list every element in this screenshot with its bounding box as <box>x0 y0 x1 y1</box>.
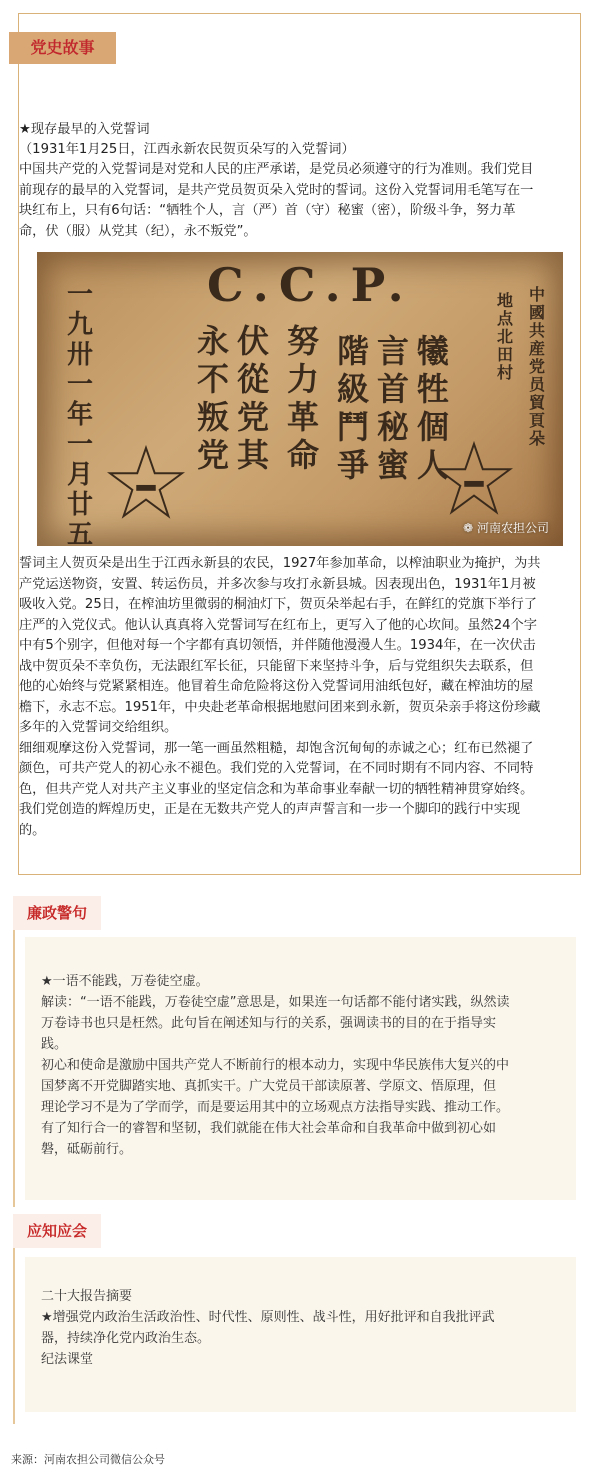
text-line: 磐，砥砺前行。 <box>41 1142 133 1157</box>
star-emblem-left <box>107 444 185 522</box>
oath-cloth-photo <box>37 252 563 546</box>
section-rule-integrity <box>13 925 15 1207</box>
paragraph-line: 色，但共产党人对共产主义事业的坚定信念和为革命事业奉献一切的牺牲精神贯穿始终。 <box>19 781 534 797</box>
paragraph-line: 中有5个别字，但他对每一个字都有真切领悟，并伴随他漫漫人生。1934年，在一次伏击 <box>19 638 536 653</box>
text-line: ★一语不能践，万卷徒空虚。 <box>41 974 209 989</box>
paragraph-line: 我们党创造的辉煌历史，正是在无数共产党人的声声誓言和一步一个脚印的践行中实现 <box>19 802 521 817</box>
paragraph-line: 细细观摩这份入党誓词，那一笔一画虽然粗糙，却饱含沉甸甸的赤诚之心；红布已然褪了 <box>19 740 534 756</box>
paragraph-line: 战中贺页朵不幸负伤，无法跟红军长征，只能留下来坚持斗争，后与党组织失去联系，但 <box>19 658 534 674</box>
source-credit: 来源：河南农担公司微信公众号 <box>11 1453 165 1466</box>
paragraph-line: 颜色，可共产党人的初心永不褪色。我们党的入党誓词，在不同时期有不同内容、不同特 <box>19 761 534 776</box>
paragraph-line: 誓词主人贺页朵是出生于江西永新县的农民，1927年参加革命，以榨油职业为掩护，为共 <box>19 556 541 571</box>
text-line: 初心和使命是激励中国共产党人不断前行的根本动力，实现中华民族伟大复兴的中 <box>41 1058 510 1073</box>
story-paragraph-1 <box>19 160 579 242</box>
oath-column: 伏從党其 <box>237 322 272 474</box>
story-paragraph-2 <box>19 554 579 841</box>
paragraph-line: 前现存的最早的入党誓词，是共产党员贺页朵入党时的誓词。这份入党誓词用毛笔写在一 <box>19 182 534 198</box>
text-line: 理论学习不是为了学而学，而是要运用其中的立场观点方法指导实践、推动工作。 <box>41 1100 510 1115</box>
oath-column: 犧牲個人 <box>417 332 452 484</box>
paragraph-line: 多年的入党誓词交给组织。 <box>19 720 178 735</box>
text-line: 二十大报告摘要 <box>41 1289 133 1304</box>
oath-column: 階級鬥爭 <box>337 332 372 484</box>
section-title-party-history: 党史故事 <box>9 32 116 64</box>
story-subheading: （1931年1月25日，江西永新农民贺页朵写的入党誓词） <box>19 142 355 157</box>
paragraph-line: 檐下，永志不忘。1951年，中央赴老革命根据地慰问团来到永新，贺页朵亲手将这份珍藏 <box>19 699 541 715</box>
paragraph-line: 块红布上，只有6句话：“牺牲个人，言（严）首（守）秘蜜（密），阶级斗争，努力革 <box>19 203 516 218</box>
text-line: 纪法课堂 <box>41 1352 94 1367</box>
text-line: 器，持续净化党内政治生态。 <box>41 1331 211 1346</box>
oath-column: 言首秘蜜 <box>377 332 412 484</box>
paragraph-line: 命，伏（服）从党其（纪），永不叛党”。 <box>19 223 257 239</box>
oath-column: 努力革命 <box>287 322 322 474</box>
section-rule-knowledge <box>13 1242 15 1424</box>
paragraph-line: 他的心始终与党紧紧相连。他冒着生命危险将这份入党誓词用油纸包好，藏在榨油坊的屋 <box>19 679 534 694</box>
star-emblem-right <box>435 440 513 518</box>
photo-watermark: ❁ 河南农担公司 <box>463 521 549 535</box>
photo-member-name: 中國共産党员貿頁朵 <box>529 285 548 448</box>
text-line: ★增强党内政治生活政治性、时代性、原则性、战斗性，用好批评和自我批评武 <box>41 1310 495 1325</box>
oath-column: 永不叛党 <box>197 322 232 474</box>
photo-location: 地点北田村 <box>497 291 516 382</box>
integrity-card <box>25 937 576 1200</box>
text-line: 有了知行合一的睿智和坚韧，我们就能在伟大社会革命和自我革命中做到初心如 <box>41 1121 497 1136</box>
story-heading: ★现存最早的入党誓词 <box>19 122 150 137</box>
text-line: 国梦离不开党脚踏实地、真抓实干。广大党员干部读原著、学原文、悟原理，但 <box>41 1079 497 1094</box>
paragraph-line: 中国共产党的入党誓词是对党和人民的庄严承诺，是党员必须遵守的行为准则。我们党目 <box>19 162 534 177</box>
text-line: 解读：“一语不能践，万卷徒空虚”意思是，如果连一句话都不能付诸实践，纵然读 <box>41 995 510 1010</box>
section-title-integrity: 廉政警句 <box>13 896 101 930</box>
paragraph-line: 产党运送物资，安置、转运伤员，并多次参与攻打永新县城。因表现出色，1931年1月被 <box>19 576 536 592</box>
wechat-icon: ❁ <box>463 521 474 535</box>
text-line: 万卷诗书也只是枉然。此句旨在阐述知与行的关系，强调读书的目的在于指导实 <box>41 1016 497 1031</box>
photo-ccp-text: C.C.P. <box>207 258 414 312</box>
paragraph-line: 的。 <box>19 822 46 838</box>
section-title-knowledge: 应知应会 <box>13 1214 101 1248</box>
paragraph-line: 吸收入党。25日，在榨油坊里微弱的桐油灯下，贺页朵举起右手，在鲜红的党旗下举行了 <box>19 597 537 612</box>
photo-date: 一九卅一年一月廿五 <box>67 280 96 546</box>
knowledge-card <box>25 1257 576 1412</box>
paragraph-line: 庄严的入党仪式。他认认真真将入党誓词写在红布上，更写入了他的心坎间。虽然24个字 <box>19 617 537 633</box>
text-line: 践。 <box>41 1037 68 1052</box>
